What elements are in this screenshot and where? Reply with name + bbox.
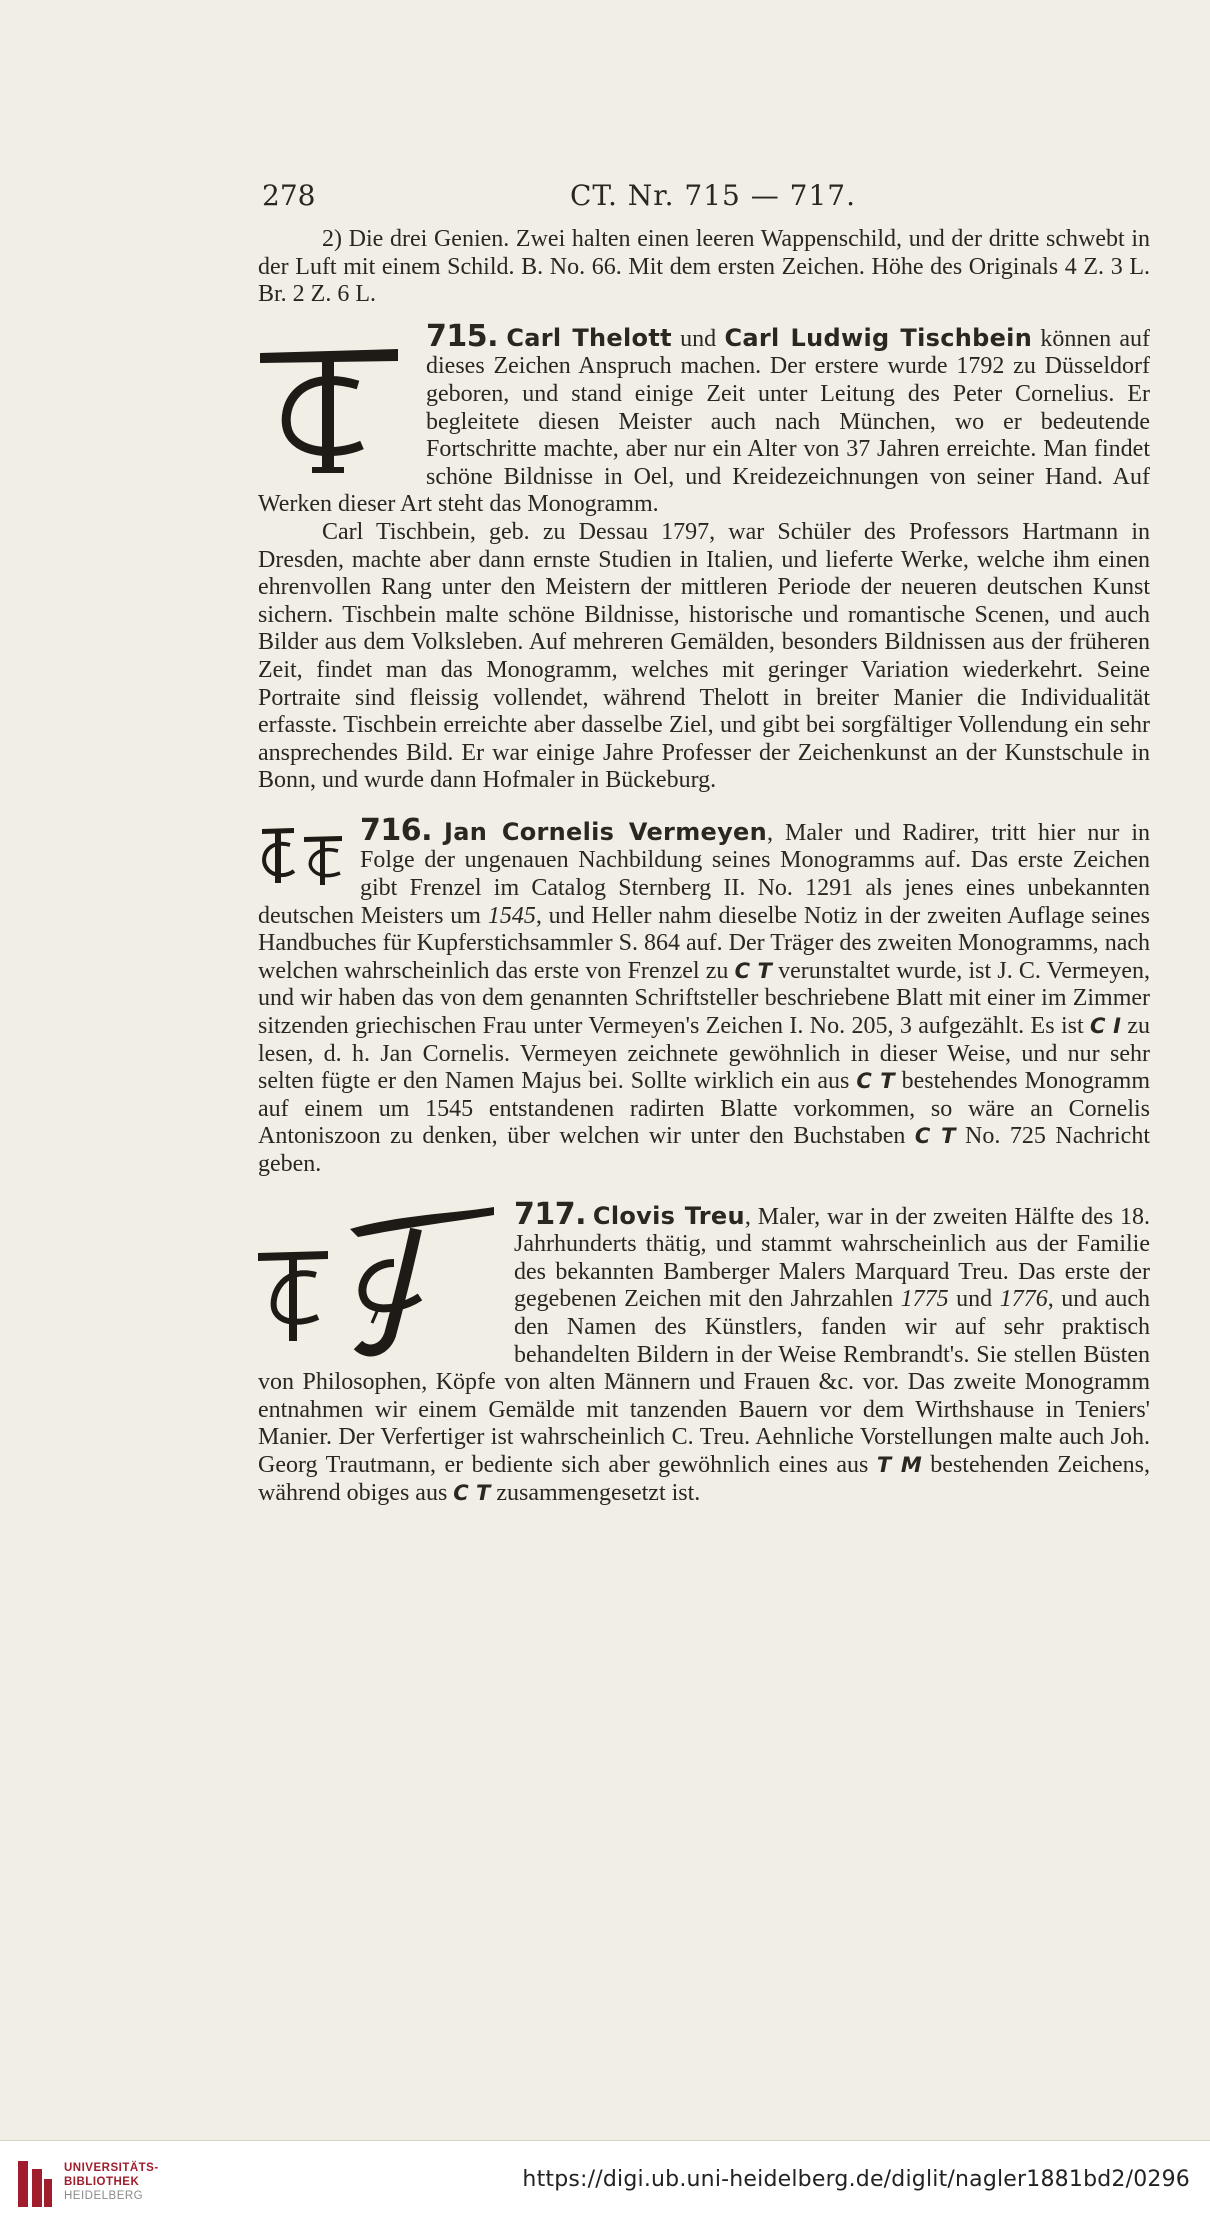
entry-text-c: , und auch den Namen des Künstlers, fanden wir auf sehr praktisch behandelten Bildern in der Weise Rembrandt's. Sie stellen Büsten von Philosophen, Köpfe von alten Männern und Frauen &c. vor. Das zweite Monogramm entnahmen wir einem Gemälde mit tanzenden Bauern vor dem Wirthshause in Teniers' Manier. Der Verfertiger ist wahrscheinlich C. Treu. Aehnliche Vorstellungen malte auch Joh. Georg Trautmann, er bediente sich aber gewöhnlich eines aus	[258, 1286, 1150, 1478]
entry-text-d: bestehenden Zeichens, während obiges aus	[258, 1451, 1150, 1506]
permalink-url[interactable]: https://digi.ub.uni-heidelberg.de/diglit/nagler1881bd2/0296	[522, 2167, 1190, 2192]
entry-text-a: , Maler, war in der zweiten Hälfte des 18. Jahrhunderts thätig, und stammt wahrscheinlich aus der Familie des bekannten Bamberger Malers Marquard Treu. Das erste der gegebenen Zeichen mit den Jahrzahlen	[514, 1203, 1151, 1313]
monogram-letters: C T	[734, 958, 772, 983]
monogram-letters: C T	[453, 1480, 491, 1505]
entry-715	[258, 318, 1151, 519]
library-name-line-1: UNIVERSITÄTS-	[64, 2162, 159, 2174]
year-text: 1776	[999, 1286, 1048, 1313]
body-text	[258, 226, 1150, 1507]
entry-text-b: und	[948, 1286, 1000, 1313]
entry-717	[258, 1196, 1151, 1508]
library-name-line-3: HEIDELBERG	[64, 2190, 144, 2202]
monogram-letters: T M	[876, 1452, 922, 1477]
ct-monogram-715-icon	[258, 327, 408, 477]
entry-number: 715.	[426, 318, 499, 354]
page-number: 278	[262, 179, 316, 212]
viewer-footer	[0, 2140, 1210, 2226]
artist-name: Jan Cornelis Vermeyen	[444, 817, 767, 846]
running-head: CT. Nr. 715 — 717.	[570, 179, 856, 212]
year-text: 1545	[487, 902, 536, 929]
running-header	[262, 176, 1152, 216]
entry-text-c: verunstaltet wurde, ist J. C. Vermeyen, und wir haben das von dem genannten Schriftsteller beschriebene Blatt mit einer im Zimmer sitzenden griechischen Frau unter Vermeyen's Zeichen I. No. 205, 3 aufgezählt. Es ist	[258, 957, 1150, 1040]
monogram-letters: C T	[856, 1069, 895, 1094]
artist-name: Clovis Treu	[592, 1201, 745, 1230]
year-text: 1775	[900, 1286, 949, 1313]
connector-text: und	[671, 325, 725, 352]
artist-name-2: Carl Ludwig Tischbein	[724, 323, 1033, 352]
entry-716	[258, 812, 1151, 1179]
ct-monogram-717-icon	[258, 1205, 498, 1357]
entry-text: können auf dieses Zeichen Anspruch machen. Der erstere wurde 1792 zu Düsseldorf geboren, und stand einige Zeit unter Leitung des Peter Cornelius. Er begleitete diesen Meister auch nach München, wo er bedeutende Fortschritte machte, aber nur ein Alter von 37 Jahren erreichte. Man findet schöne Bildnisse in Oel, und Kreidezeichnungen von seiner Hand. Auf Werken dieser Art steht das Monogramm.	[258, 325, 1151, 518]
entry-number: 716.	[360, 812, 433, 848]
entry-text-b: , und Heller nahm dieselbe Notiz in der zweiten Auflage seines Handbuches für Kupferstichsammler S. 864 auf. Der Träger des zweiten Monogramms, nach welchen wahrscheinlich das erste von Frenzel zu	[258, 902, 1150, 984]
entry-text-d: zu lesen, d. h. Jan Cornelis. Vermeyen zeichnete gewöhnlich in dieser Weise, und nur sehr selten fügte er den Namen Majus bei. Sollte wirklich ein aus	[258, 1013, 1150, 1095]
ct-monogram-716-icon	[258, 821, 346, 891]
university-library-logo-icon	[14, 2155, 54, 2213]
monogram-letters: C T	[914, 1124, 956, 1149]
entry-text-a: , Maler und Radirer, tritt hier nur in Folge der ungenauen Nachbildung seines Monogramms auf. Das erste Zeichen gibt Frenzel im Catalog Sternberg II. No. 1291 als jenes eines unbekannten deutschen Meisters um	[258, 819, 1150, 929]
entry-text-e: bestehendes Monogramm auf einem um 1545 entstandenen radirten Blatte vorkommen, so wäre an Cornelis Antoniszoon zu denken, über welchen wir unter den Buchstaben	[258, 1068, 1151, 1150]
monogram-letters: C I	[1090, 1014, 1121, 1039]
library-name	[64, 2161, 159, 2203]
entry-715-paragraph-2: Carl Tischbein, geb. zu Dessau 1797, war Schüler des Professors Hartmann in Dresden, machte aber dann ernste Studien in Italien, und lieferte Werke, welche ihm einen ehrenvollen Rang unter den Meistern der mittleren Periode der neueren deutschen Kunst sichern. Tischbein malte schöne Bildnisse, historische und romantische Scenen, und auch Bilder aus dem Volksleben. Auf mehreren Gemälden, besonders Bildnissen aus der früheren Zeit, findet man das Monogramm, welches mit geringer Variation wiederkehrt. Seine Portraite sind fleissig vollendet, während Thelott in breiter Manier die Individualität erfasste. Tischbein erreichte aber dasselbe Ziel, und gibt bei sorgfältiger Vollendung ein sehr ansprechendes Bild. Er war einige Jahre Professer der Zeichenkunst an der Kunstschule in Bonn, und wurde dann Hofmaler in Bückeburg.	[258, 518, 1150, 794]
entry-text-f: No. 725 Nachricht geben.	[258, 1123, 1150, 1177]
entry-number: 717.	[514, 1196, 587, 1232]
entry-text-e: zusammengesetzt ist.	[490, 1479, 701, 1506]
intro-paragraph: 2) Die drei Genien. Zwei halten einen leeren Wappenschild, und der dritte schwebt in der Luft mit einem Schild. B. No. 66. Mit dem ersten Zeichen. Höhe des Originals 4 Z. 3 L. Br. 2 Z. 6 L.	[258, 226, 1150, 308]
library-name-line-2: BIBLIOTHEK	[64, 2176, 140, 2188]
artist-name: Carl Thelott	[506, 323, 672, 352]
